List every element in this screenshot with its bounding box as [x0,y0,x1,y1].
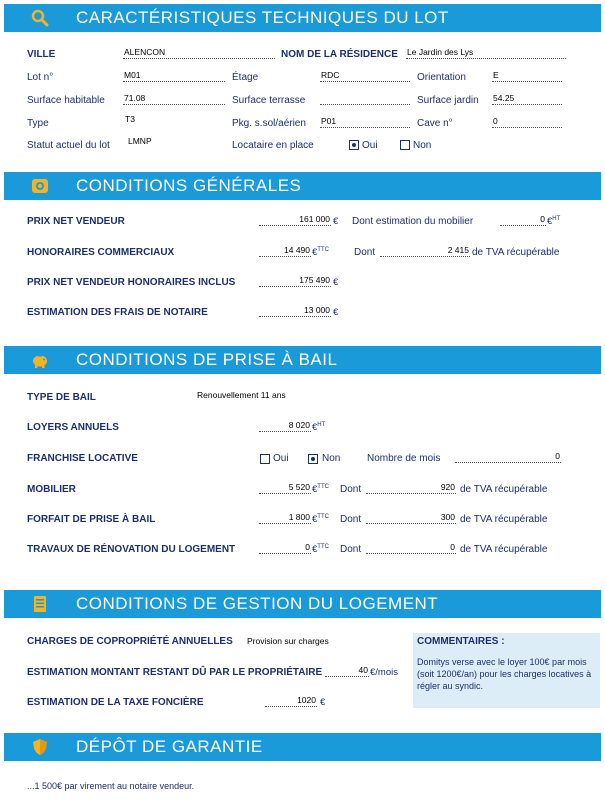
cave-value: 0 [492,115,562,128]
nombre-mois-label: Nombre de mois [367,453,441,464]
taxe-fonciere-value: 1020 [265,694,317,707]
frais-notaire-label: ESTIMATION DES FRAIS DE NOTAIRE [27,307,208,318]
montant-restant-value: 40 [325,664,369,677]
dont-label: Dont [340,544,362,555]
commentaires-title: COMMENTAIRES : [417,636,505,647]
surface-terrasse-value [320,92,410,105]
travaux-value: 0 [259,541,311,554]
dont-label: Dont [340,484,362,495]
magnifier-icon [31,9,49,27]
section-general-header [4,172,601,200]
travaux-tva-value: 0 [366,541,456,554]
forfait-value: 1 800 [259,511,311,524]
residence-value: Le Jardin des Lys [406,46,566,59]
type-bail-label: TYPE DE BAIL [27,392,96,403]
commentaires-text: Domitys verse avec le loyer 100€ par mois (soit 1200€/an) pour les charges locatives à régler au syndic. [417,657,592,691]
prix-honoraires-inclus-value: 175 490 [259,274,331,287]
section-lease-header [4,346,601,374]
loyers-annuels-label: LOYERS ANNUELS [27,422,119,433]
type-label: Type [27,118,49,129]
lot-label: Lot n° [27,72,54,83]
forfait-label: FORFAIT DE PRISE À BAIL [27,514,156,525]
mobilier-estimation-label: Dont estimation du mobilier [352,216,474,227]
surface-jardin-label: Surface jardin [417,95,479,106]
etage-value: RDC [320,69,410,82]
ville-label: VILLE [27,49,56,60]
tva-recuperable-label: de TVA récupérable [460,514,548,525]
franchise-oui-checkbox[interactable] [260,454,270,464]
section-management-header [4,590,601,618]
charges-copropriete-value: Provision sur charges [247,636,329,646]
frais-notaire-value: 13 000 [259,304,331,317]
travaux-label: TRAVAUX DE RÉNOVATION DU LOGEMENT [27,544,236,555]
type-bail-value: Renouvellement 11 ans [197,390,286,400]
ville-value: ALENCON [123,46,275,59]
tva-recuperable-label: de TVA récupérable [460,544,548,555]
surface-habitable-label: Surface habitable [27,95,105,106]
mobilier-value: 5 520 [259,481,311,494]
depot-text: ...1 500€ par virement au notaire vendeur. [27,781,195,791]
cave-label: Cave n° [417,118,453,129]
nombre-mois-value: 0 [455,450,561,463]
loyers-annuels-value: 8 020 [259,419,311,432]
charges-copropriete-label: CHARGES DE COPROPRIÉTÉ ANNUELLES [27,636,233,647]
locataire-oui-checkbox[interactable] [349,140,359,150]
tva-recuperable-label: de TVA récupérable [460,484,548,495]
surface-terrasse-label: Surface terrasse [232,95,306,106]
franchise-non-label: Non [322,453,341,464]
prix-honoraires-inclus-label: PRIX NET VENDEUR HONORAIRES INCLUS [27,277,236,288]
locataire-non-label: Non [413,140,432,151]
euro-unit: € [333,307,339,318]
euro-ht-unit: €$^{HT}$ [312,422,326,434]
statut-label: Statut actuel du lot [27,140,110,151]
statut-value: LMNP [128,136,152,146]
dont-label: Dont [340,514,362,525]
taxe-fonciere-label: ESTIMATION DE LA TAXE FONCIÈRE [27,697,204,708]
section-title: CONDITIONS DE PRISE À BAIL [76,350,338,369]
euro-ht-unit: €$^{HT}$ [547,216,561,228]
franchise-non-checkbox[interactable] [308,454,318,464]
prix-net-vendeur-label: PRIX NET VENDEUR [27,216,125,227]
piggy-bank-icon [31,351,49,369]
honoraires-label: HONORAIRES COMMERCIAUX [27,247,175,258]
euro-mois-unit: €/mois [370,667,398,678]
euro-ttc-unit: €$^{TTC}$ [312,484,329,496]
forfait-tva-value: 300 [366,511,456,524]
mobilier-label: MOBILIER [27,484,76,495]
euro-unit: € [333,216,339,227]
locataire-non-checkbox[interactable] [400,140,410,150]
mobilier-tva-value: 920 [366,481,456,494]
honoraires-value: 14 490 [259,244,311,257]
prix-net-vendeur-value: 161 000 [259,213,331,226]
tva-recuperable-label: de TVA récupérable [472,247,560,258]
surface-habitable-value: 71.08 [123,92,225,105]
franchise-oui-label: Oui [273,453,289,464]
honoraires-tva-value: 2 415 [380,244,470,257]
type-value: T3 [125,114,135,124]
lot-value: M01 [123,69,225,82]
section-deposit-header [4,733,601,761]
commentaires-box [413,633,600,708]
euro-ttc-unit: €$^{TTC}$ [312,247,329,259]
orientation-label: Orientation [417,72,466,83]
coins-icon [31,177,49,195]
euro-unit: € [333,277,339,288]
residence-label: NOM DE LA RÉSIDENCE [281,49,398,60]
euro-ttc-unit: €$^{TTC}$ [312,544,329,556]
pkg-label: Pkg. s.sol/aérien [232,118,306,129]
section-title: DÉPÔT DE GARANTIE [76,737,263,756]
pkg-value: P01 [320,115,410,128]
etage-label: Étage [232,72,259,83]
section-title: CONDITIONS GÉNÉRALES [76,176,302,195]
surface-jardin-value: 54.25 [492,92,562,105]
euro-unit: € [320,697,326,708]
section-technical-header [4,4,601,32]
shield-icon [31,738,49,756]
dont-label: Dont [354,247,376,258]
section-title: CONDITIONS DE GESTION DU LOGEMENT [76,594,439,613]
orientation-value: E [492,69,562,82]
montant-restant-label: ESTIMATION MONTANT RESTANT DÛ PAR LE PROPRIÉTAIRE [27,667,323,678]
section-title: CARACTÉRISTIQUES TECHNIQUES DU LOT [76,8,449,27]
franchise-locative-label: FRANCHISE LOCATIVE [27,453,138,464]
document-icon [31,595,49,613]
locataire-oui-label: Oui [362,140,378,151]
euro-ttc-unit: €$^{TTC}$ [312,514,329,526]
locataire-label: Locataire en place [232,140,314,151]
mobilier-estimation-value: 0 [500,213,546,226]
